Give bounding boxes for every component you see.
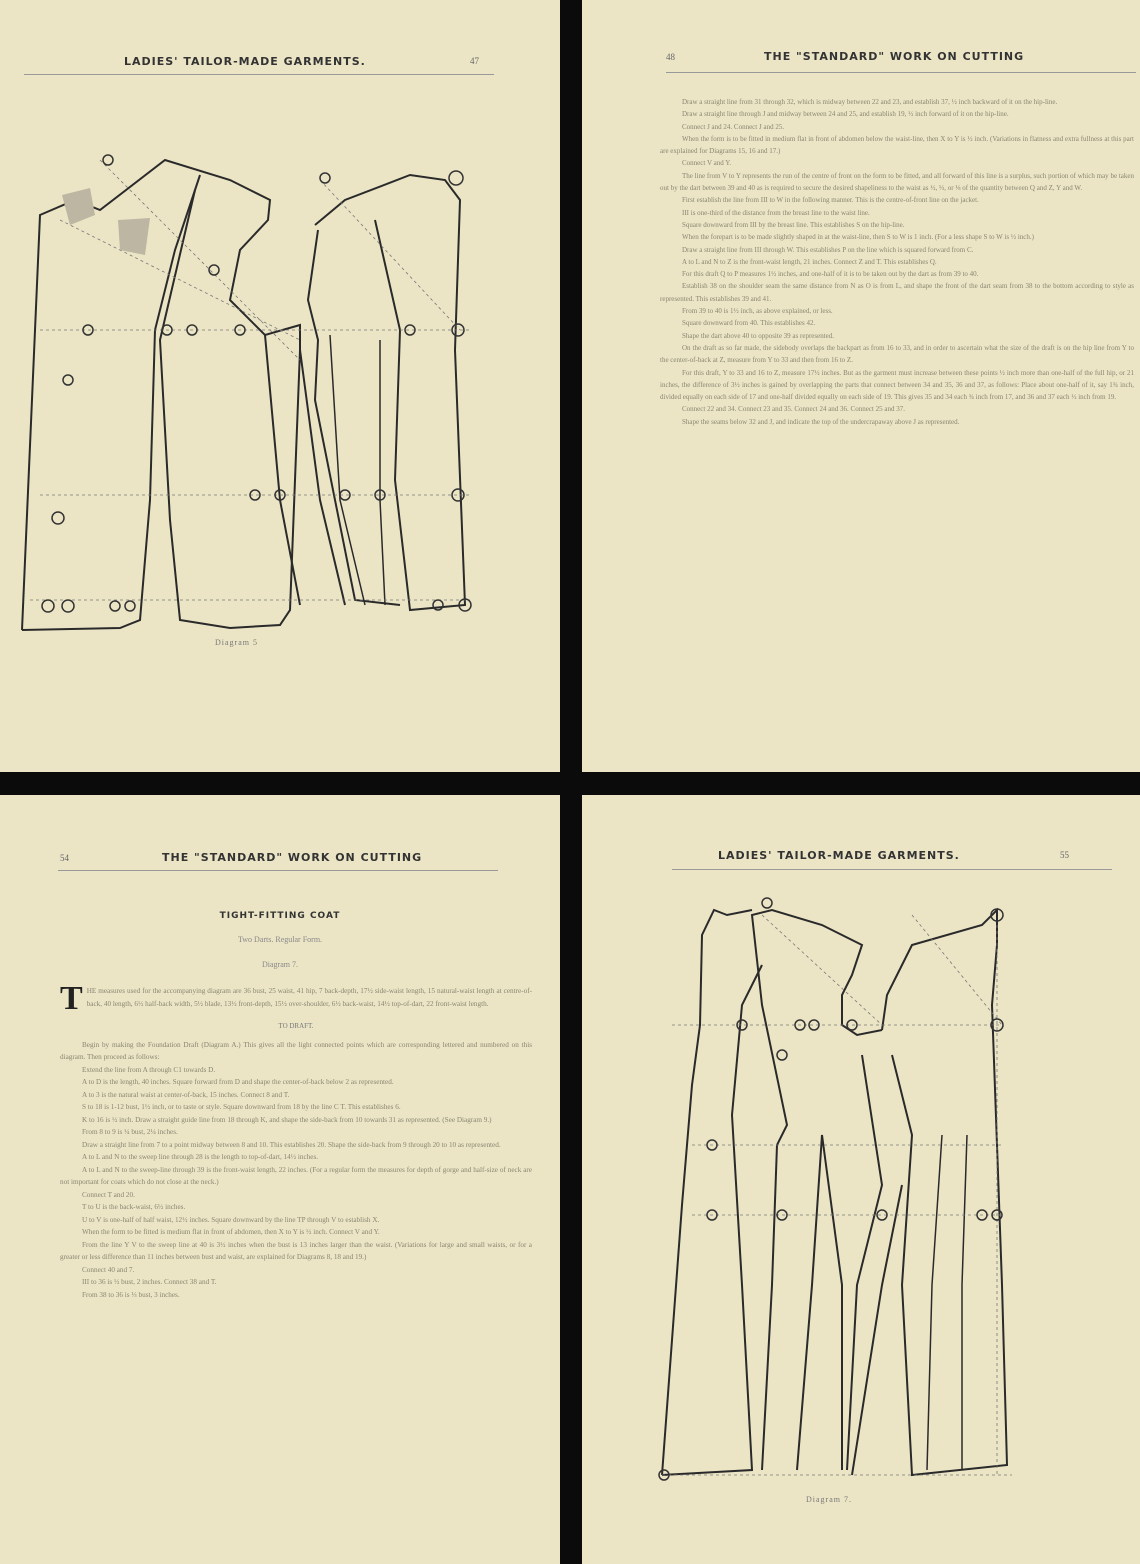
- paragraph: A to L and N to the sweep line through 28 is the length to top-of-dart, 14½ inches.: [82, 1153, 319, 1161]
- paragraph: Connect J and 24. Connect J and 25.: [682, 122, 785, 131]
- paragraph: For this draft, Y to 33 and 16 to Z, measure 17½ inches. But as the garment must increase between these points ½ inch more than one-half of the full hip, or 21 inches, the difference of 3½ inches is gained by overlapping the parts that connect between 34 and 35, 36 and 37, as follows: Place about one-half of it, say 1¾ inch, divided equally on each side of 17 and one-half divided equally on each side of 19. This gives 35 and 34 each ¾ inch from 17, and 36 and 37 each ½ inch from 19.: [660, 368, 1134, 402]
- paragraph: Extend the line from A through C1 towards D.: [82, 1065, 216, 1074]
- chapter-subtitle: Two Darts. Regular Form.: [237, 935, 323, 944]
- paragraph: Begin by making the Foundation Draft (Diagram A.) This gives all the light connected points which are corresponding lettered and numbered on this diagram. Then proceed as follows:: [60, 1040, 532, 1061]
- diagram-reference: Diagram 7.: [262, 960, 298, 969]
- page-number: 47: [470, 56, 479, 66]
- page-54: [0, 795, 560, 1564]
- running-head: THE "STANDARD" WORK ON CUTTING: [764, 50, 1025, 63]
- header-rule: [666, 72, 1136, 73]
- header-rule: [24, 74, 494, 75]
- paragraph: A to D is the length, 40 inches. Square forward from D and shape the center-of-back below 2 as represented.: [82, 1078, 394, 1086]
- drop-cap: T: [60, 980, 83, 1017]
- page-47: [0, 0, 560, 772]
- paragraph: On the draft as so far made, the sidebody overlaps the backpart as from 16 to 33, and in order to ascertain what the size of the draft is on the hip line from Y to the center-of-back at Z, measure from Y to 33 and then from 16 to Z.: [660, 343, 1134, 365]
- body-text: [60, 980, 532, 1301]
- paragraph: Draw a straight line from 7 to a point midway between 8 and 10. This establishes 20. Shape the side-back from 9 through 20 to 10 as represented.: [82, 1140, 501, 1149]
- paragraph: Draw a straight line from 31 through 32, which is midway between 22 and 23, and establish 37, ½ inch backward of it on the hip-line.: [682, 98, 1058, 106]
- paragraph: Connect V and Y.: [682, 159, 732, 168]
- paragraph: III to 36 is ½ bust, 2 inches. Connect 38 and T.: [82, 1278, 217, 1286]
- paragraph: Establish 38 on the shoulder seam the same distance from N as O is from L, and shape the front of the dart seam from 38 to the bottom according to style as represented. This establishes 39 and 41.: [660, 282, 1134, 303]
- page-number: 55: [1060, 850, 1069, 860]
- page-number: 54: [60, 853, 69, 863]
- paragraph: Connect T and 20.: [82, 1190, 135, 1199]
- running-head: LADIES' TAILOR-MADE GARMENTS.: [718, 849, 960, 862]
- paragraph: From 38 to 36 is ⅓ bust, 3 inches.: [82, 1290, 180, 1299]
- paragraph: Draw a straight line through J and midway between 24 and 25, and establish 19, ½ inch forward of it on the hip-line.: [682, 110, 1009, 119]
- page-number: 48: [666, 52, 675, 62]
- paragraph: U to V is one-half of half waist, 12½ inches. Square downward by the line TP through V to establish X.: [82, 1215, 380, 1224]
- paragraph: When the form to be fitted is medium flat in front of abdomen, then X to Y is ½ inch. Connect V and Y.: [82, 1228, 380, 1236]
- running-head: THE "STANDARD" WORK ON CUTTING: [162, 851, 423, 864]
- paragraph: III is one-third of the distance from the breast line to the waist line.: [682, 208, 870, 217]
- paragraph: S to 18 is 1-12 bust, 1½ inch, or to taste or style. Square downward from 18 by the line C T. This establishes 6.: [82, 1103, 401, 1111]
- diagram-caption: Diagram 7.: [806, 1495, 852, 1504]
- body-text: [660, 96, 1134, 428]
- paragraph: K to 16 is ½ inch. Draw a straight guide line from 18 through K, and shape the side-back from 10 towards 31 as represented. (See Diagram 9.): [82, 1115, 492, 1124]
- paragraph: A to L and N to the sweep-line through 39 is the front-waist length, 22 inches. (For a regular form the measures for depth of gorge and half-size of neck are not important for coats which do not close at the neck.): [60, 1165, 532, 1186]
- page-55: [582, 795, 1140, 1564]
- paragraph: When the forepart is to be made slightly shaped in at the waist-line, then S to W is 1 inch. (For a less shape S to W is ½ inch.): [682, 233, 1034, 242]
- running-head: LADIES' TAILOR-MADE GARMENTS.: [124, 55, 366, 68]
- paragraph: Connect 40 and 7.: [82, 1265, 135, 1274]
- paragraph: A to L and N to Z is the front-waist length, 21 inches. Connect Z and T. This establishes Q.: [682, 257, 937, 266]
- paragraph: First establish the line from III to W in the following manner. This is the centre-of-front line on the jacket.: [682, 196, 979, 205]
- paragraph: The line from V to Y represents the run of the centre of front on the form to be fitted, and all forward of this line is a surplus, such portion of which may be taken out by the dart between 39 and 40 as is required to secure the desired shapeliness to the waist as ½, ⅓, or ⅛ of the quantity between Q and Z, Y and W.: [660, 171, 1134, 193]
- header-rule: [58, 870, 498, 871]
- paragraph: Draw a straight line from III through W. This establishes P on the line which is squared forward from C.: [682, 245, 974, 254]
- pattern-diagram-7: [582, 885, 1140, 1525]
- intro-text: HE measures used for the accompanying diagram are 36 bust, 25 waist, 41 hip, 7 back-depth, 17½ side-waist length, 15 natural-waist length at centre-of-back, 40 length, 6½ half-back width, 5½ blade, 13½ front-depth, 15½ over-shoulder, 6½ back-waist, 14½ top-of-dart, 22 front-waist length.: [86, 987, 532, 1008]
- paragraph: From 8 to 9 is ¼ bust, 2¼ inches.: [82, 1128, 178, 1136]
- paragraph: For this draft Q to P measures 1½ inches, and one-half of it is to be taken out by the dart as from 39 to 40.: [682, 270, 979, 279]
- paragraph: Square downward from III by the breast line. This establishes S on the hip-line.: [682, 220, 905, 229]
- paragraph: Connect 22 and 34. Connect 23 and 35. Connect 24 and 36. Connect 25 and 37.: [682, 405, 905, 414]
- pattern-diagram-5: [0, 100, 560, 760]
- paragraph: T to U is the back-waist, 6½ inches.: [82, 1203, 186, 1211]
- paragraph: From 39 to 40 is 1½ inch, as above explained, or less.: [682, 307, 833, 316]
- paragraph: Square downward from 40. This establishes 42.: [682, 319, 816, 328]
- paragraph: When the form is to be fitted in medium flat in front of abdomen below the waist-line, then X to Y is ½ inch. (Variations in flatness and extra fullness at this part are explained for Diagrams 15, 16 and 17.): [660, 134, 1134, 156]
- paragraph: Shape the dart above 40 to opposite 39 as represented.: [682, 331, 835, 340]
- page-48: [582, 0, 1140, 772]
- diagram-caption: Diagram 5: [215, 638, 258, 647]
- paragraph: Shape the seams below 32 and J, and indicate the top of the undercrapaway above J as represented.: [682, 417, 960, 426]
- header-rule: [672, 869, 1112, 870]
- paragraph: A to 3 is the natural waist at center-of-back, 15 inches. Connect 8 and T.: [82, 1090, 290, 1099]
- paragraph: From the line Y V to the sweep line at 40 is 3½ inches when the bust is 13 inches larger than the waist. (Variations for large and small waists, or for a greater or less difference than 11 inches between bust and waist, are explained for Diagrams 8, 18 and 19.): [60, 1240, 532, 1261]
- section-heading: TO DRAFT.: [278, 1022, 314, 1030]
- chapter-title: TIGHT-FITTING COAT: [219, 911, 341, 921]
- intro-paragraph: [60, 980, 532, 1017]
